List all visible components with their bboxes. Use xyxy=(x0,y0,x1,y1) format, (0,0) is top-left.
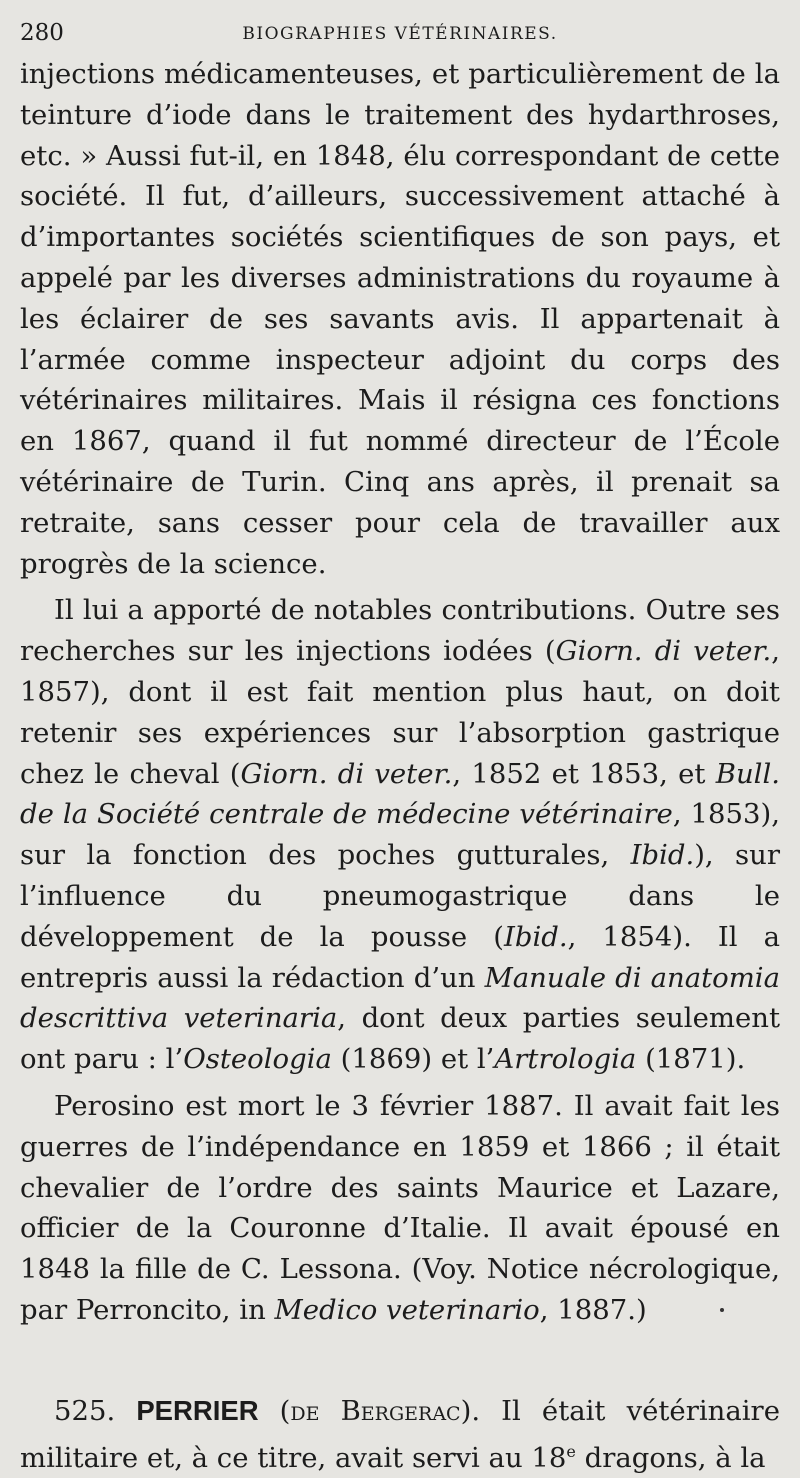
paragraph-contributions xyxy=(20,590,780,1080)
text-run: . Il était vétérinaire militaire et, à ce titre, avait servi au 18 xyxy=(20,1394,780,1474)
citation-title: Ibid. xyxy=(503,920,568,953)
paragraph-death xyxy=(20,1086,780,1331)
text-run: ), sur l’influence du pneumogastrique dans le développement de la pousse ( xyxy=(20,839,780,953)
ink-dot xyxy=(720,1308,724,1312)
citation-title: Osteologia xyxy=(183,1043,332,1076)
entry-number: 525. xyxy=(54,1394,116,1427)
text-run: , dont deux parties seulement ont paru : l’ xyxy=(20,1002,780,1076)
text-run: , 1852 et 1853, et xyxy=(452,757,716,790)
page-number: 280 xyxy=(20,20,64,46)
text-run: , 1857), dont il est fait mention plus haut, on doit retenir ses expériences sur l’absorption gastrique chez le cheval ( xyxy=(20,635,780,790)
text-run: (1869) et l’ xyxy=(331,1043,495,1076)
citation-title: Giorn. di veter. xyxy=(240,757,453,790)
entry-perrier xyxy=(20,1391,780,1478)
running-title: BIOGRAPHIES VÉTÉRINAIRES. xyxy=(242,24,558,44)
citation-title: Ibid. xyxy=(630,839,695,872)
citation-title: Artrologia xyxy=(494,1043,637,1076)
text-run: , 1887.) xyxy=(539,1293,647,1326)
text-run: , 1854). Il a entrepris aussi la rédaction d’un xyxy=(20,920,780,994)
superscript: e xyxy=(566,1441,576,1461)
citation-title: Manuale di anatomia descrittiva veterinaria xyxy=(20,961,780,1035)
text-run: (1871). xyxy=(636,1043,746,1076)
page-header xyxy=(20,14,780,54)
entry-name: PERRIER xyxy=(136,1394,259,1426)
citation-title: Medico veterinario xyxy=(274,1293,540,1326)
body-text xyxy=(20,54,780,1478)
text-run: Perosino est mort le 3 février 1887. Il avait fait les guerres de l’indépendance en 1859 et 1866 ; il était chevalier de l’ordre des saints Maurice et Lazare, officier de la Couronne d’Italie. Il avait épousé en 1848 la fille de C. Lessona. (Voy. Notice nécrologique, par Perroncito, in xyxy=(20,1089,780,1326)
text-run: , 1853), sur la fonction des poches gutturales, xyxy=(20,798,780,872)
paragraph-text: injections médicamenteuses, et particulièrement de la teinture d’iode dans le traitement des hydarthroses, etc. » Aussi fut-il, en 1848, élu correspondant de cette société. Il fut, d’ailleurs, successivement attaché à d’importantes sociétés scientifiques de son pays, et appelé par les diverses administrations du royaume à les éclairer de ses savants avis. Il appartenait à l’armée comme inspecteur adjoint du corps des vétérinaires militaires. Mais il résigna ces fonctions en 1867, quand il fut nommé directeur de l’École vétérinaire de Turin. Cinq ans après, il prenait sa retraite, sans cesser pour cela de travailler aux progrès de la science. xyxy=(20,58,780,580)
citation-title: Bull. de la Société centrale de médecine vétérinaire xyxy=(20,757,780,831)
citation-title: Giorn. di veter. xyxy=(555,635,772,668)
text-run: Il lui a apporté de notables contributions. Outre ses recherches sur les injections iodées ( xyxy=(20,594,780,668)
text-run: dragons, à la xyxy=(575,1441,766,1474)
entry-origin: (de Bergerac) xyxy=(279,1394,472,1427)
paragraph-career xyxy=(20,54,780,584)
